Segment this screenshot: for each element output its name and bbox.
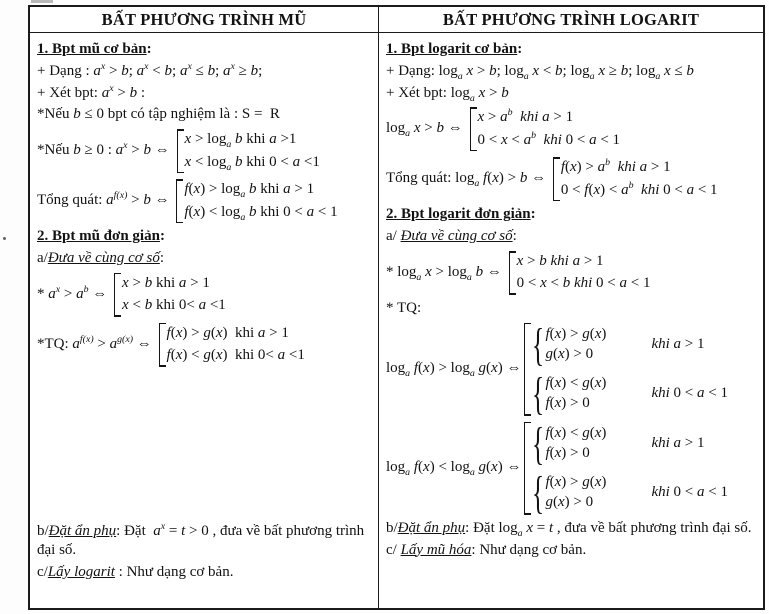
formula-tong-quat-logarit: Tổng quát: $\log_a f(x) > b$ ⇔ $f(x) > a^b$ khi a > 1 $0 < f(x) < a^b$ khi 0 < a < 1 — [386, 157, 718, 201]
square-bracket: $f(x) > \log_a b$ khi a > 1 $f(x) < \log_a b$ khi 0 < a < 1 — [176, 179, 337, 223]
label-dua-ve-cung-co-so-log: a/ Đưa về cùng cơ số: — [386, 228, 517, 245]
curly-brace-icon: { — [532, 367, 545, 419]
formula-log-gt-log-b: * $\log_a x > \log_a b$ ⇔ x > b khi a > 1 0 < x < b khi 0 < a < 1 — [386, 251, 650, 295]
heading-bpt-logarit-co-ban: 1. Bpt logarit cơ bản: — [386, 41, 523, 57]
label-dua-ve-cung-co-so-mu: a/Đưa về cùng cơ số: — [37, 249, 164, 266]
formula-dang-logarit: + Dạng: $\log_a x > b$; $\log_a x < b$; $\log_a x \ge b$; $\log_a x \le b$ — [386, 62, 694, 82]
formula-b-ge-0-cases: *Nếu b ≥ 0 : $a^x > b$ ⇔ $x > \log_a b$ khi a >1 $x < \log_a b$ khi 0 < a <1 — [37, 131, 320, 173]
formula-ax-gt-ab: * $a^x > a^b$ ⇔ x > b khi a > 1 x < b khi 0< a <1 — [37, 273, 226, 317]
formula-xet-bpt-mu: + Xét bpt: $a^x > b$ : — [37, 82, 145, 101]
column-logarit — [378, 33, 763, 608]
formula-dang-mu: + Dạng : $a^x > b$; $a^x < b$; $a^x \le b$; $a^x \ge b$; — [37, 60, 263, 79]
square-bracket: { f(x) < g(x) f(x) > 0 khi a > 1 { f(x) > g(x) g(x) > 0 khi 0 < a < 1 — [524, 422, 728, 515]
curly-brace-icon: { — [532, 466, 545, 518]
column-title-logarit: BẤT PHƯƠNG TRÌNH LOGARIT — [378, 7, 763, 33]
square-bracket: f(x) > g(x) khi a > 1 f(x) < g(x) khi 0< a <1 — [159, 323, 305, 367]
column-mu — [30, 33, 378, 608]
formula-log-basic-cases: $\log_a x > b$ ⇔ $x > a^b$ khi a > 1 $0 < x < a^b$ khi 0 < a < 1 — [386, 107, 620, 151]
scan-artifact-top — [31, 0, 53, 3]
column-title-mu: BẤT PHƯƠNG TRÌNH MŨ — [30, 7, 378, 33]
reference-table — [28, 5, 765, 610]
square-bracket: x > b khi a > 1 0 < x < b khi 0 < a < 1 — [509, 251, 651, 295]
square-bracket: $f(x) > a^b$ khi a > 1 $0 < f(x) < a^b$ khi 0 < a < 1 — [553, 157, 718, 201]
note-lay-logarit: c/Lấy logarit : Như dạng cơ bản. — [37, 564, 234, 581]
formula-tq-mu: *TQ: $a^{f(x)} > a^{g(x)}$ ⇔ f(x) > g(x) khi a > 1 f(x) < g(x) khi 0< a <1 — [37, 323, 305, 367]
note-dat-an-phu-mu: b/Đặt ẩn phụ: Đặt $a^x = t > 0$ , đưa về bất phương trình đại số. — [37, 520, 368, 559]
formula-xet-bpt-logarit: + Xét bpt: $\log_a x > b$ — [386, 84, 509, 104]
curly-brace-icon: { — [532, 318, 545, 370]
formula-log-f-lt-log-g: $\log_a f(x) < \log_a g(x)$ ⇔ { f(x) < g(x) f(x) > 0 khi a > 1 { f(x) > g(x) g(x) > 0 khi 0 < a < 1 — [386, 417, 728, 518]
curly-brace-icon: { — [532, 417, 545, 469]
heading-bpt-mu-co-ban: 1. Bpt mũ cơ bản: — [37, 41, 152, 57]
heading-bpt-mu-don-gian: 2. Bpt mũ đơn giản: — [37, 228, 165, 245]
note-b-le-0: *Nếu b ≤ 0 bpt có tập nghiệm là : S = R — [37, 106, 280, 123]
heading-bpt-logarit-don-gian: 2. Bpt logarit đơn giản: — [386, 206, 536, 223]
square-bracket: $x > \log_a b$ khi a >1 $x < \log_a b$ khi 0 < a <1 — [177, 129, 320, 173]
formula-log-f-gt-log-g: $\log_a f(x) > \log_a g(x)$ ⇔ { f(x) > g(x) g(x) > 0 khi a > 1 { f(x) < g(x) f(x) > 0 khi 0 < a < 1 — [386, 318, 728, 419]
scan-artifact-dot — [3, 237, 6, 240]
note-dat-an-phu-log: b/Đặt ẩn phụ: Đặt $\log_a x = t$ , đưa về bất phương trình đại số. — [386, 519, 752, 539]
square-bracket: { f(x) > g(x) g(x) > 0 khi a > 1 { f(x) < g(x) f(x) > 0 khi 0 < a < 1 — [524, 323, 728, 416]
note-lay-mu-hoa: c/ Lấy mũ hóa: Như dạng cơ bản. — [386, 541, 587, 558]
formula-tong-quat-mu: Tổng quát: $a^{f(x)} > b$ ⇔ $f(x) > \log_a b$ khi a > 1 $f(x) < \log_a b$ khi 0 < a < 1 — [37, 181, 338, 223]
label-tq: * TQ: — [386, 299, 422, 316]
square-bracket: $x > a^b$ khi a > 1 $0 < x < a^b$ khi 0 < a < 1 — [470, 107, 621, 151]
square-bracket: x > b khi a > 1 x < b khi 0< a <1 — [114, 273, 226, 317]
